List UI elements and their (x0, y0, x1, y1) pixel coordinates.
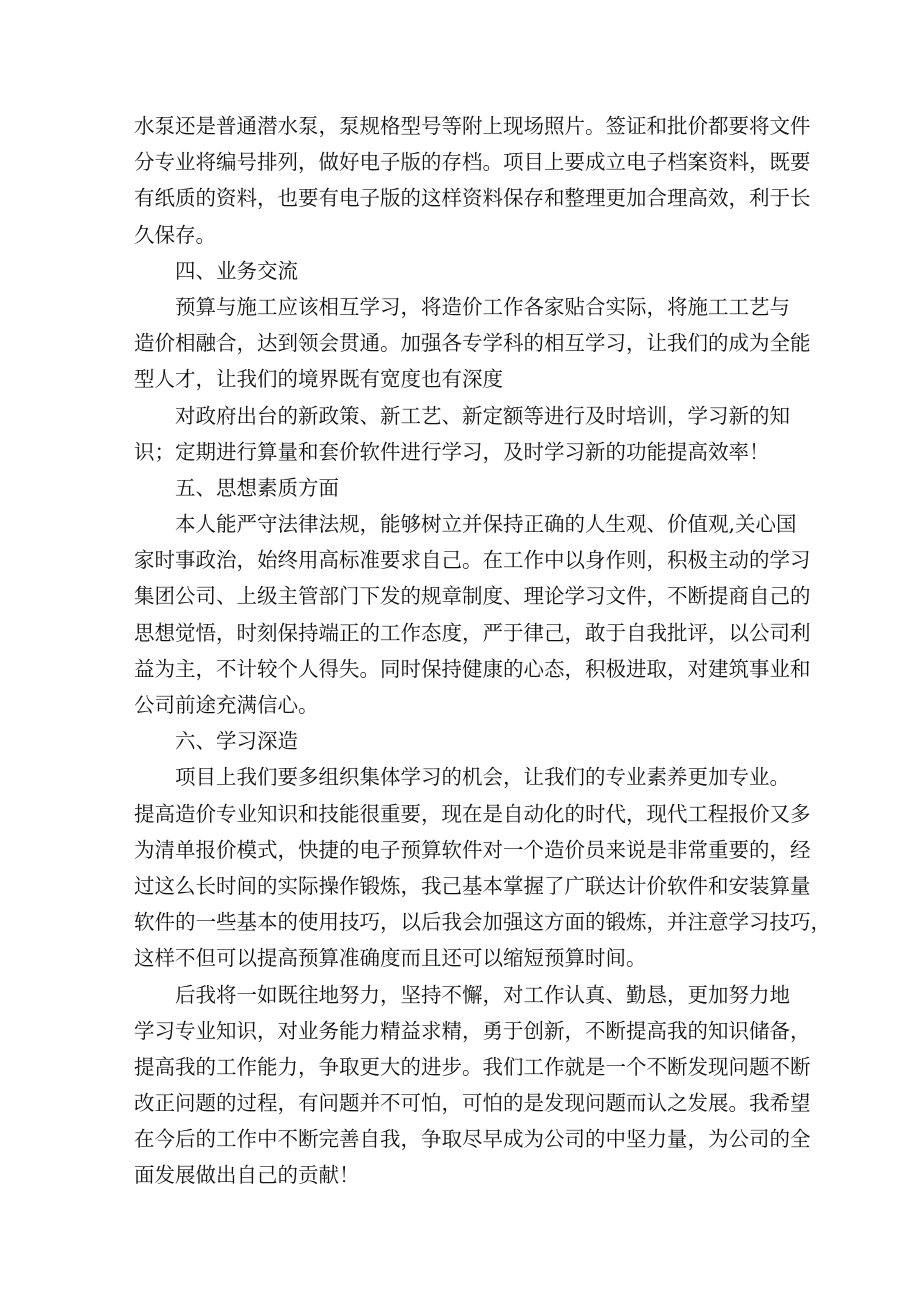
paragraph-line: 面发展做出自己的贡献！ (134, 1163, 360, 1188)
paragraph-line: 过这么长时间的实际操作锻炼，我己基本掌握了广联达计价软件和安装算量 (134, 873, 811, 898)
paragraph-line: 提高我的工作能力，争取更大的进步。我们工作就是一个不断发现问题不断 (134, 1054, 811, 1079)
paragraph-line: 家时事政治，始终用高标准要求自己。在工作中以身作则，积极主动的学习 (134, 548, 811, 573)
paragraph-line: 提高造价专业知识和技能很重要，现在是自动化的时代，现代工程报价又多 (134, 801, 811, 826)
paragraph-line: 益为主，不计较个人得失。同时保持健康的心态，积极进取，对建筑事业和 (134, 656, 811, 681)
paragraph-line: 在今后的工作中不断完善自我，争取尽早成为公司的中坚力量，为公司的全 (134, 1127, 811, 1152)
paragraph-line: 改正问题的过程，有问题并不可怕，可怕的是发现问题而认之发展。我希望 (134, 1091, 811, 1116)
paragraph-line: 为清单报价模式，快捷的电子预算软件对一个造价员来说是非常重要的，经 (134, 837, 811, 862)
document-body (134, 108, 831, 1194)
paragraph-line: 预算与施工应该相互学习，将造价工作各家贴合实际，将施工工艺与 (175, 294, 790, 319)
paragraph-line: 这样不但可以提高预算准确度而且还可以缩短预算时间。 (134, 946, 647, 971)
paragraph-line: 分专业将编号排列，做好电子版的存档。项目上要成立电子档案资料，既要 (134, 150, 811, 175)
paragraph-line: 造价相融合，达到领会贯通。加强各专学科的相互学习，让我们的成为全能 (134, 331, 811, 356)
section-heading-further-study: 六、学习深造 (175, 729, 298, 754)
paragraph-line: 软件的一些基本的使用技巧，以后我会加强这方面的锻炼，并注意学习技巧， (134, 910, 831, 935)
paragraph-line: 识；定期进行算量和套价软件进行学习，及时学习新的功能提高效率！ (134, 439, 770, 464)
paragraph-line: 水泵还是普通潜水泵，泵规格型号等附上现场照片。签证和批价都要将文件 (134, 114, 811, 138)
paragraph-line: 型人才，让我们的境界既有宽度也有深度 (134, 367, 503, 392)
paragraph-line: 久保存。 (134, 222, 216, 247)
paragraph-line: 集团公司、上级主管部门下发的规章制度、理论学习文件，不断提商自己的 (134, 584, 811, 609)
section-heading-business-exchange: 四、业务交流 (175, 258, 298, 283)
paragraph-line: 有纸质的资料，也要有电子版的这样资料保存和整理更加合理高效，利于长 (134, 186, 811, 211)
paragraph-line: 对政府出台的新政策、新工艺、新定额等进行及时培训，学习新的知 (175, 403, 790, 428)
paragraph-line: 公司前途充满信心。 (134, 693, 319, 717)
paragraph-line: 本人能严守法律法规，能够树立并保持正确的人生观、价值观,关心国 (175, 512, 797, 537)
section-heading-ideological-quality: 五、思想素质方面 (175, 475, 339, 500)
paragraph-line: 项目上我们要多组织集体学习的机会，让我们的专业素养更加专业。 (175, 765, 790, 790)
paragraph-line: 思想觉悟，时刻保持端正的工作态度，严于律己，敢于自我批评，以公司利 (134, 620, 811, 645)
paragraph-line: 学习专业知识，对业务能力精益求精，勇于创新，不断提高我的知识储备， (134, 1018, 811, 1043)
paragraph-line: 后我将一如既往地努力，坚持不懈，对工作认真、勤恳，更加努力地 (175, 982, 790, 1007)
